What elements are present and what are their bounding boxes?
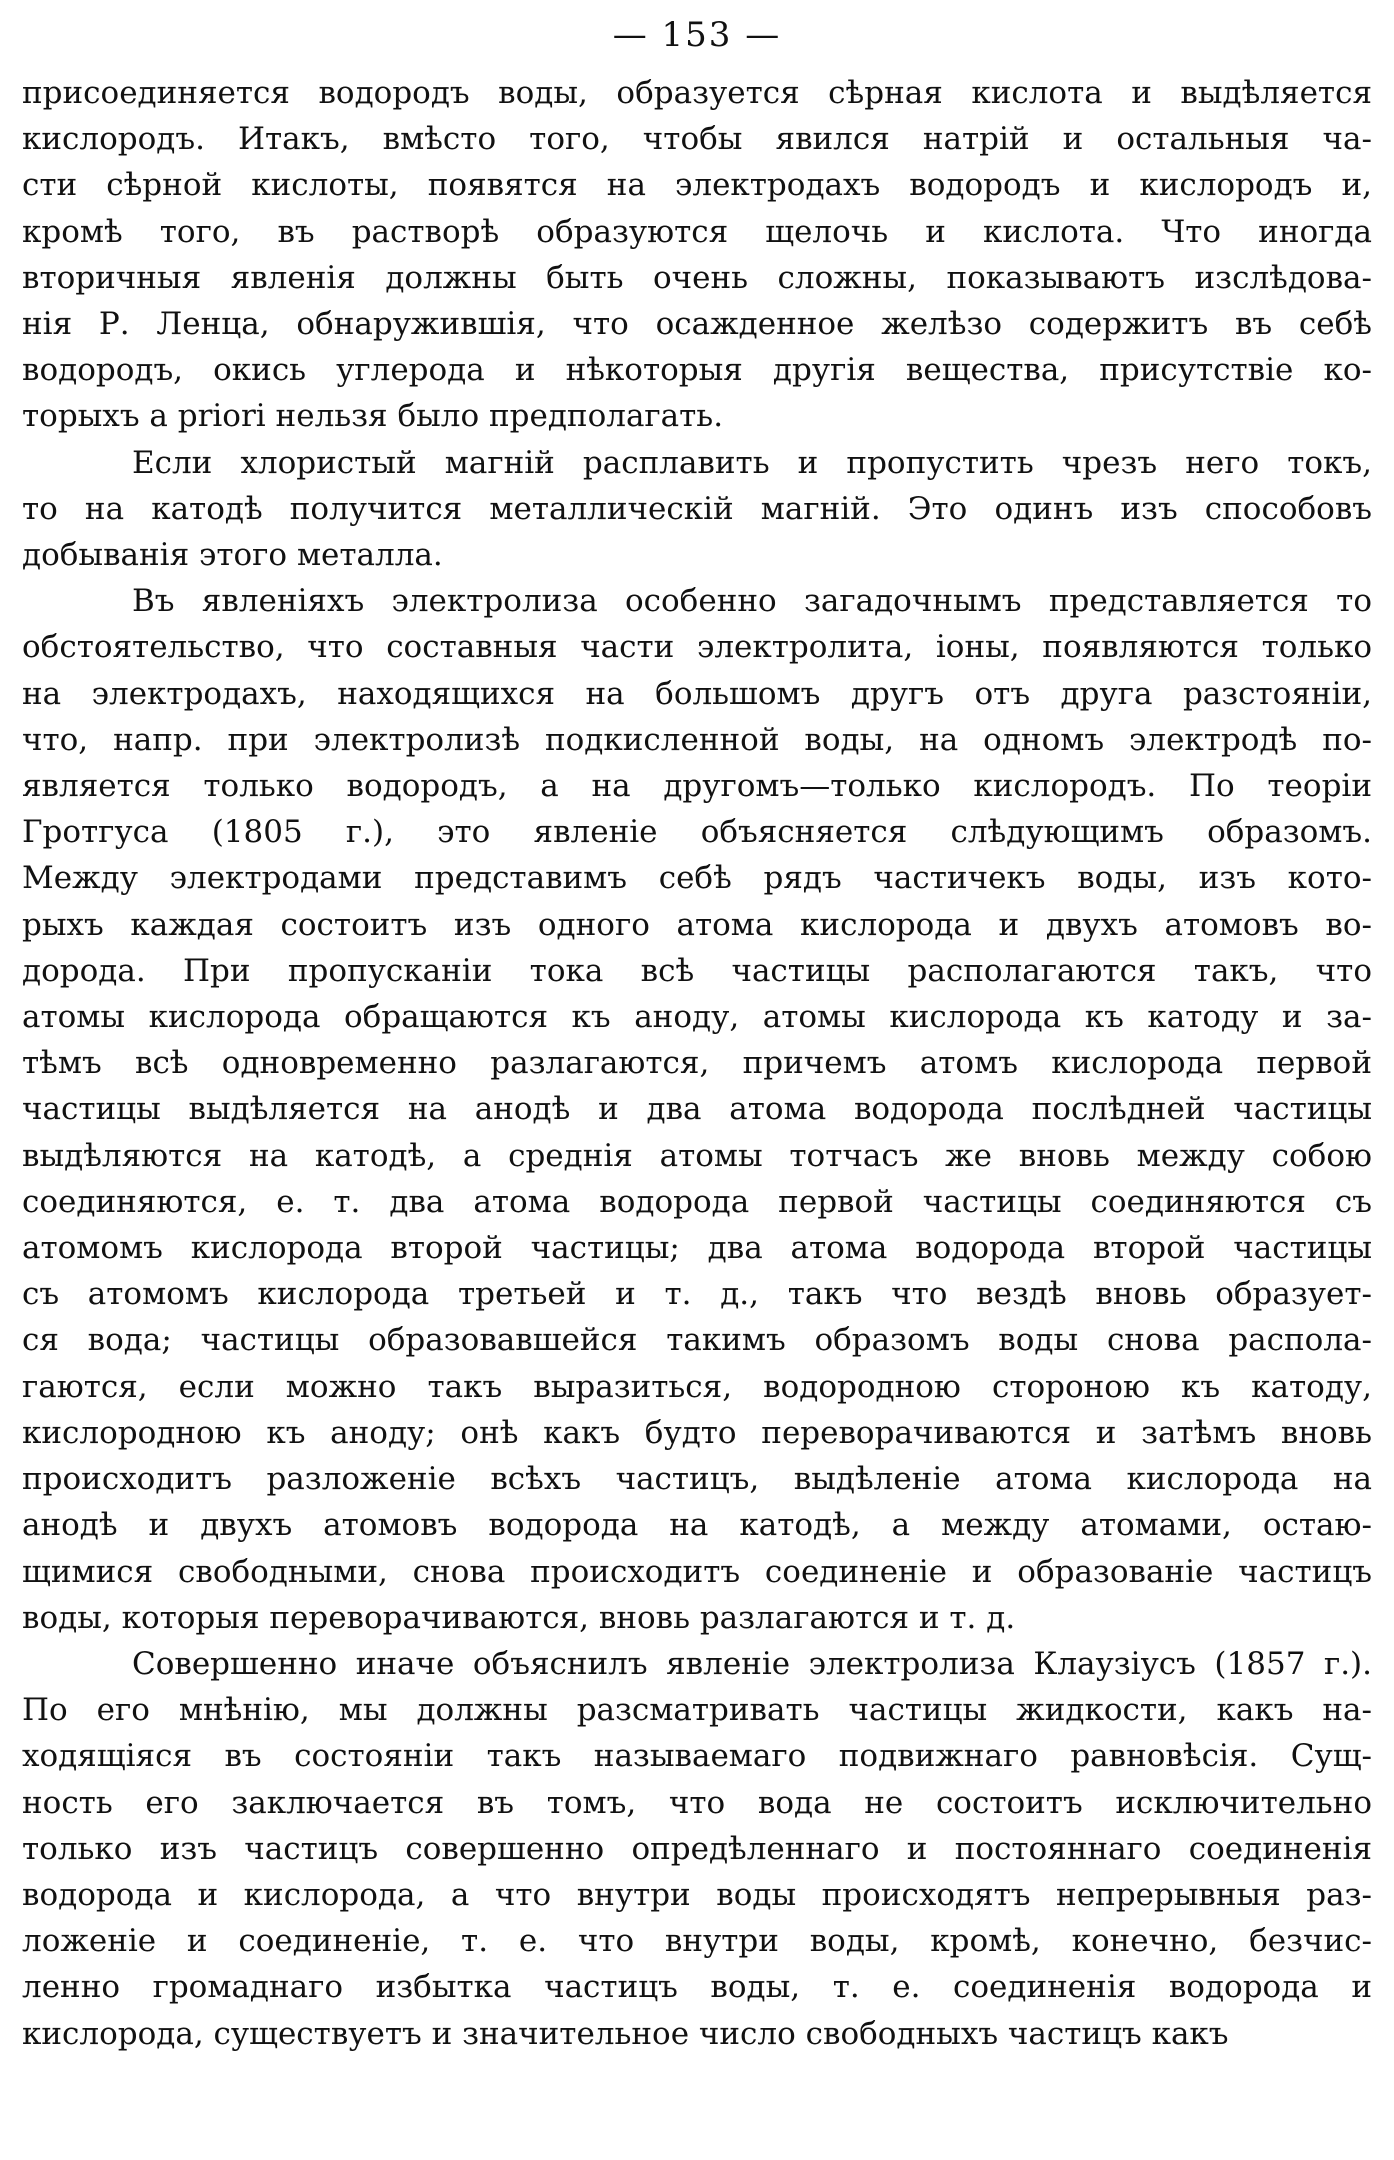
text-line: ность его заключается въ томъ, что вода не состоитъ исключительно (22, 1784, 1372, 1821)
text-line: вторичныя явленія должны быть очень сложны, показываютъ изслѣдова- (22, 259, 1372, 296)
text-line: кислородъ. Итакъ, вмѣсто того, чтобы явился натрій и остальныя ча- (22, 121, 1372, 158)
text-line: Въ явленіяхъ электролиза особенно загадочнымъ представляется то (132, 583, 1372, 620)
text-line: водородъ, окись углерода и нѣкоторыя другія вещества, присутствіе ко- (22, 352, 1372, 389)
text-line: Если хлористый магній расплавить и пропустить чрезъ него токъ, (132, 444, 1372, 481)
paragraph (22, 70, 1372, 440)
text-line: ся вода; частицы образовавшейся такимъ образомъ воды снова распола- (22, 1322, 1372, 1359)
text-line: кромѣ того, въ растворѣ образуются щелочь и кислота. Что иногда (22, 213, 1372, 250)
text-line: сти сѣрной кислоты, появятся на электродахъ водородъ и кислородъ и, (22, 167, 1372, 204)
text-line: кислородною къ аноду; онѣ какъ будто переворачиваются и затѣмъ вновь (22, 1414, 1372, 1451)
text-line: атомы кислорода обращаются къ аноду, атомы кислорода къ катоду и за- (22, 999, 1372, 1036)
text-line: выдѣляются на катодѣ, а среднія атомы тотчасъ же вновь между собою (22, 1137, 1372, 1174)
text-line: По его мнѣнію, мы должны разсматривать частицы жидкости, какъ на- (22, 1692, 1372, 1729)
text-line: Совершенно иначе объяснилъ явленіе электролиза Клаузіусъ (1857 г.). (132, 1645, 1372, 1682)
page-number: — 153 — (612, 15, 782, 55)
text-line: щимися свободными, снова происходитъ соединеніе и образованіе частицъ (22, 1553, 1372, 1590)
text-line: Между электродами представимъ себѣ рядъ частичекъ воды, изъ кото- (22, 860, 1372, 897)
paragraph (22, 1641, 1372, 2057)
text-line: Гротгуса (1805 г.), это явленіе объясняется слѣдующимъ образомъ. (22, 814, 1372, 851)
text-line: только изъ частицъ совершенно опредѣленнаго и постояннаго соединенія (22, 1830, 1372, 1867)
text-line: ложеніе и соединеніе, т. е. что внутри воды, кромѣ, конечно, безчис- (22, 1923, 1372, 1960)
text-line: происходитъ разложеніе всѣхъ частицъ, выдѣленіе атома кислорода на (22, 1461, 1372, 1498)
text-line: что, напр. при электролизѣ подкисленной воды, на одномъ электродѣ по- (22, 721, 1372, 758)
text-line: частицы выдѣляется на анодѣ и два атома водорода послѣдней частицы (22, 1091, 1372, 1128)
text-line: обстоятельство, что составныя части электролита, іоны, появляются только (22, 629, 1372, 666)
text-body (22, 70, 1372, 2057)
text-line: рыхъ каждая состоитъ изъ одного атома кислорода и двухъ атомовъ во- (22, 906, 1372, 943)
text-line: торыхъ a priori нельзя было предполагать. (22, 398, 724, 435)
text-line: ходящіяся въ состояніи такъ называемаго подвижнаго равновѣсія. Сущ- (22, 1738, 1372, 1775)
text-line: водорода и кислорода, а что внутри воды происходятъ непрерывныя раз- (22, 1876, 1372, 1913)
text-line: присоединяется водородъ воды, образуется сѣрная кислота и выдѣляется (22, 75, 1372, 111)
text-line: кислорода, существуетъ и значительное число свободныхъ частицъ какъ (22, 2015, 1229, 2052)
text-line: является только водородъ, а на другомъ—только кислородъ. По теоріи (22, 768, 1372, 805)
paragraph (22, 578, 1372, 1641)
text-line: съ атомомъ кислорода третьей и т. д., такъ что вездѣ вновь образует- (22, 1276, 1372, 1313)
text-line: дорода. При пропусканіи тока всѣ частицы располагаются такъ, что (22, 952, 1372, 989)
text-line: нія Р. Ленца, обнаружившія, что осажденное желѣзо содержитъ въ себѣ (22, 306, 1372, 343)
text-line: гаются, если можно такъ выразиться, водородною стороною къ катоду, (22, 1368, 1372, 1405)
text-line: то на катодѣ получится металлическій магній. Это одинъ изъ способовъ (22, 490, 1372, 527)
text-line: ленно громаднаго избытка частицъ воды, т. е. соединенія водорода и (22, 1969, 1372, 2006)
text-line: на электродахъ, находящихся на большомъ другъ отъ друга разстояніи, (22, 675, 1372, 712)
text-line: атомомъ кислорода второй частицы; два атома водорода второй частицы (22, 1230, 1372, 1267)
text-line: воды, которыя переворачиваются, вновь разлагаются и т. д. (22, 1599, 1016, 1636)
text-line: соединяются, е. т. два атома водорода первой частицы соединяются съ (22, 1183, 1372, 1220)
paragraph (22, 440, 1372, 579)
text-line: добыванія этого металла. (22, 537, 443, 574)
text-line: тѣмъ всѣ одновременно разлагаются, причемъ атомъ кислорода первой (22, 1045, 1372, 1082)
text-line: анодѣ и двухъ атомовъ водорода на катодѣ, а между атомами, остаю- (22, 1507, 1372, 1544)
